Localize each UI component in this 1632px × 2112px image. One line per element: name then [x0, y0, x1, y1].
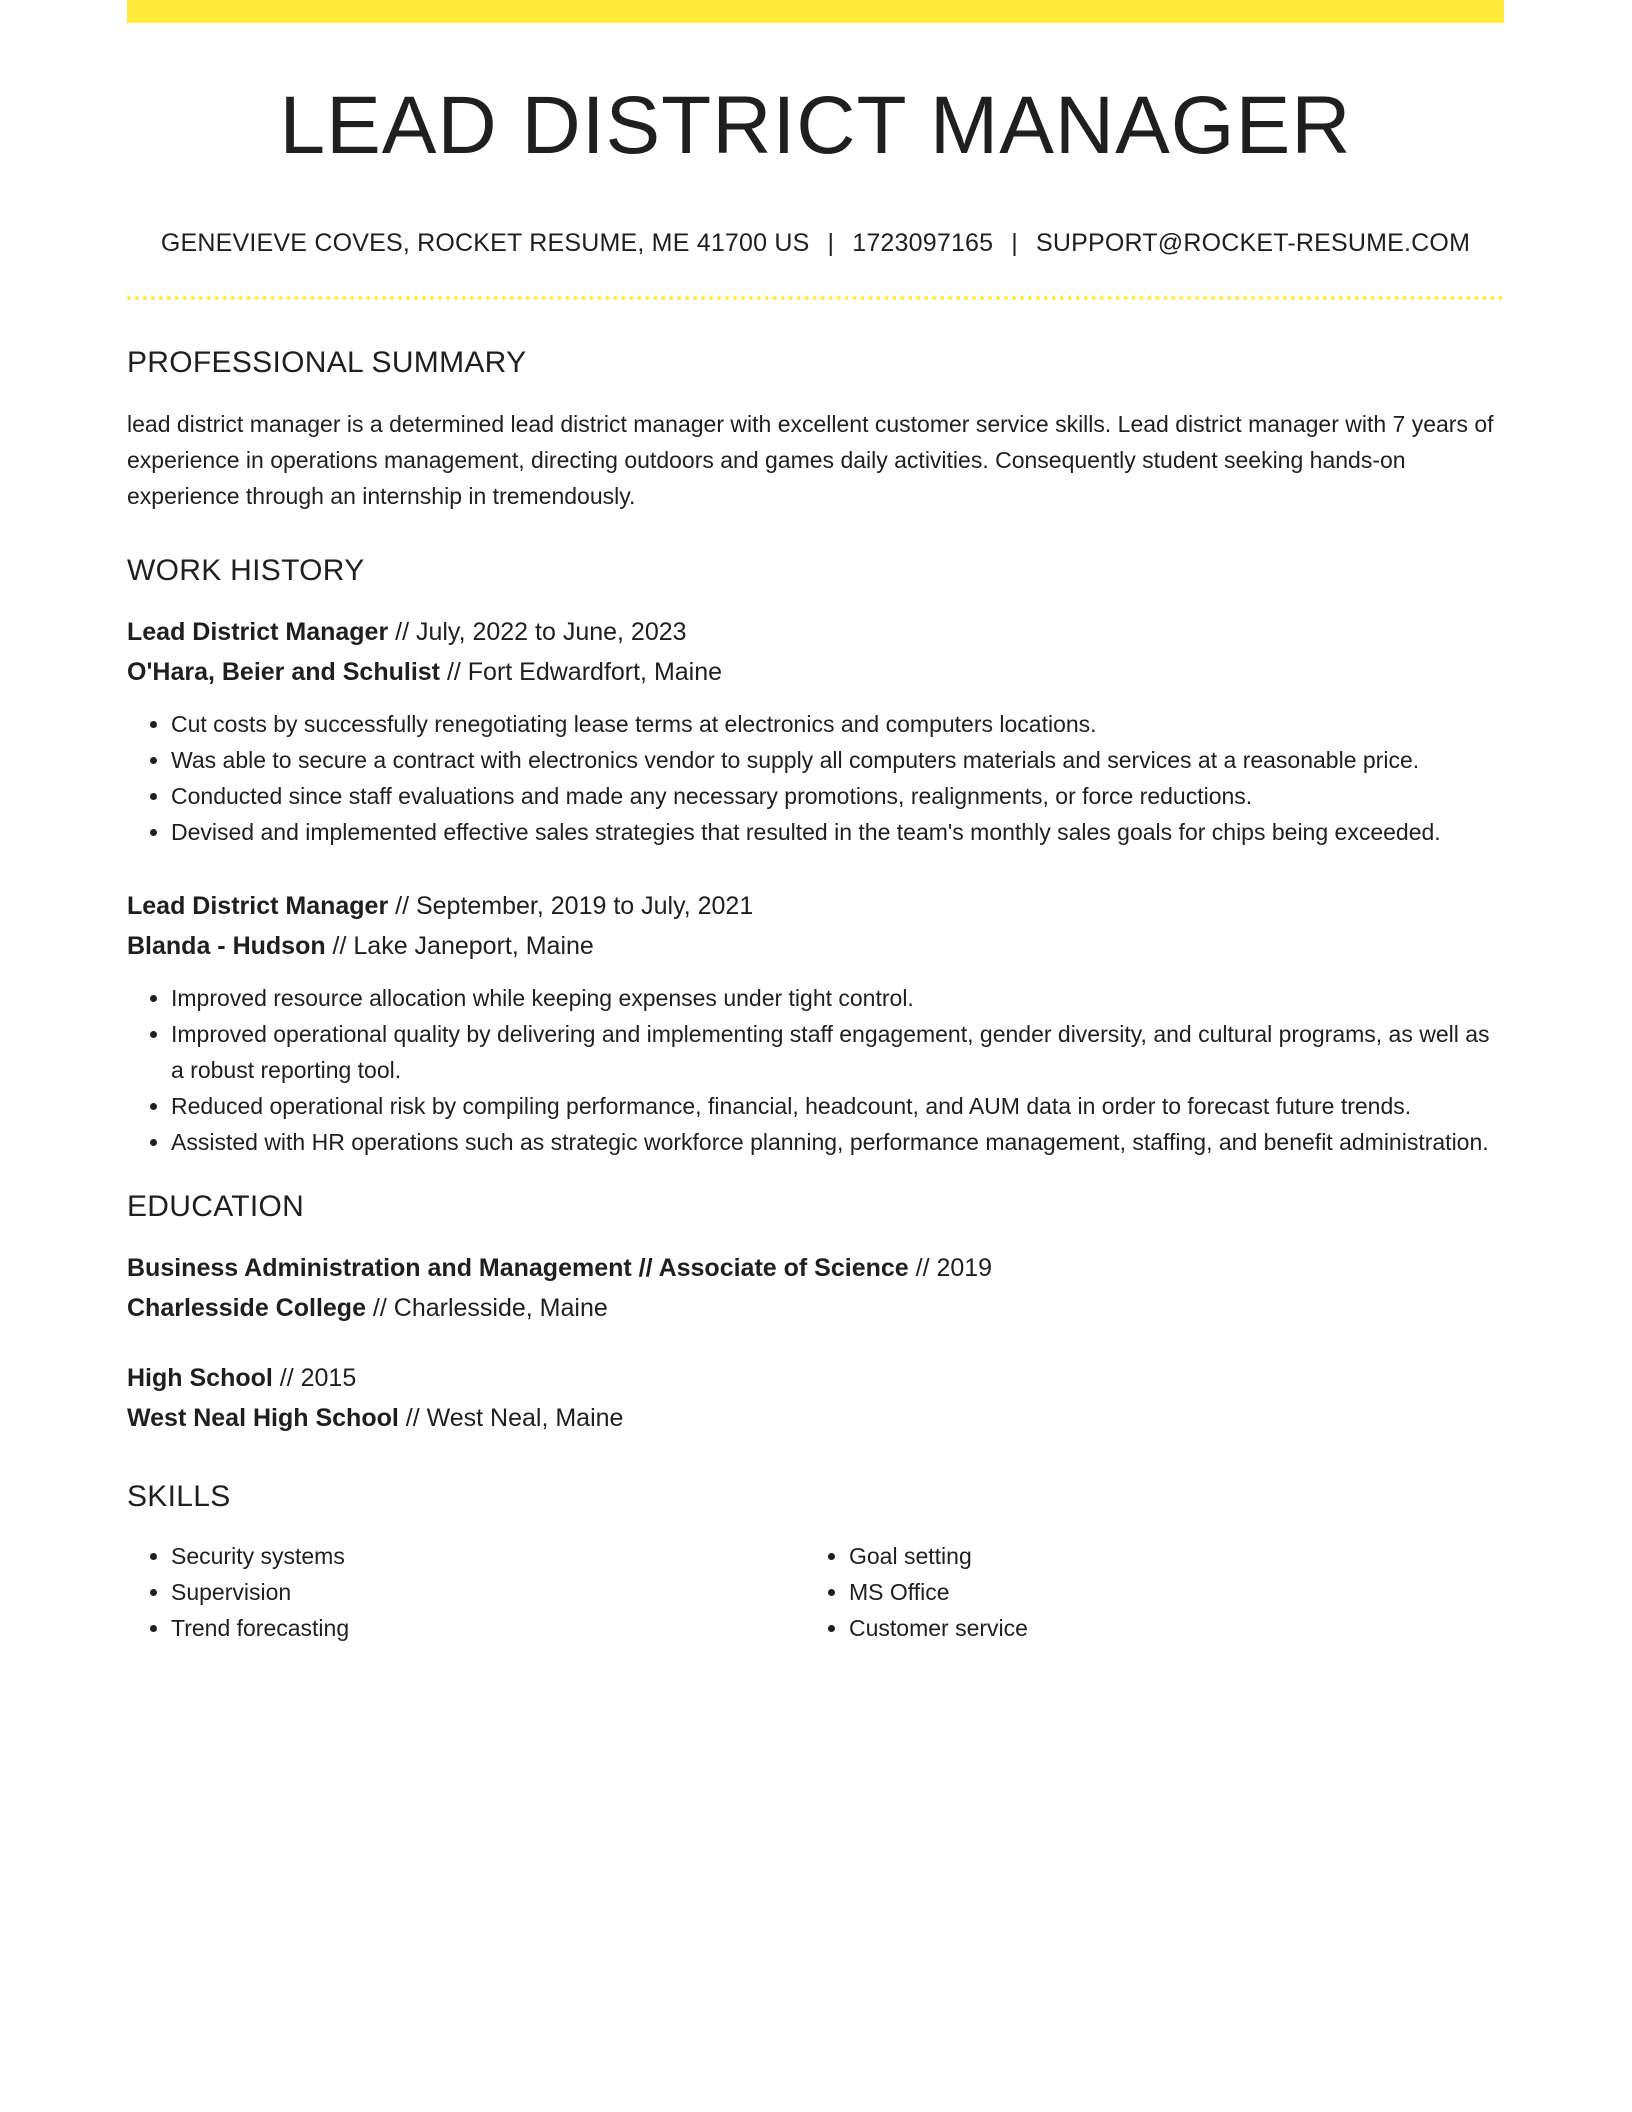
- list-item: • Improved operational quality by delivering and implementing staff engagement, gender diversity, and cultural programs, as well as a robust reporting tool.: [171, 1016, 1504, 1088]
- list-item: • Goal setting: [849, 1538, 1483, 1574]
- education-degree: High School: [127, 1364, 273, 1393]
- candidate-name: LEAD DISTRICT MANAGER: [279, 80, 1352, 171]
- list-item: • Improved resource allocation while keeping expenses under tight control.: [171, 980, 1504, 1016]
- education-year: // 2015: [272, 1364, 357, 1393]
- education-school-line: [127, 1288, 1504, 1328]
- job-location: // Lake Janeport, Maine: [325, 932, 594, 961]
- education-school: West Neal High School: [127, 1404, 399, 1433]
- job-title-line: [127, 612, 1504, 652]
- job-role: Lead District Manager: [127, 892, 389, 921]
- job-role: Lead District Manager: [127, 618, 389, 647]
- resume-page: [127, 0, 1504, 1646]
- list-item: • Security systems: [171, 1538, 805, 1574]
- skills-column-right: [805, 1538, 1483, 1646]
- skills-heading: SKILLS: [127, 1480, 231, 1514]
- education-year: // 2019: [908, 1254, 993, 1283]
- list-item: • Devised and implemented effective sales strategies that resulted in the team's monthly sales goals for chips being exceeded.: [171, 814, 1504, 850]
- list-item: • Reduced operational risk by compiling performance, financial, headcount, and AUM data in order to forecast future trends.: [171, 1088, 1504, 1124]
- list-item: • Supervision: [171, 1574, 805, 1610]
- contact-address: GENEVIEVE COVES, ROCKET RESUME, ME 41700 US: [160, 229, 810, 258]
- list-item: • MS Office: [849, 1574, 1483, 1610]
- job-entry: [127, 886, 1504, 1160]
- education-entry: [127, 1248, 1504, 1328]
- summary-text: lead district manager is a determined lead district manager with excellent customer service skills. Lead district manager with 7 years of experience in operations management, directing outdoors and games daily activities. Consequently student seeking hands-on experience through an internship in tremendously.: [127, 411, 1494, 510]
- list-item: • Cut costs by successfully renegotiating lease terms at electronics and computers locations.: [171, 706, 1504, 742]
- skills-list: [127, 1538, 1504, 1646]
- summary-heading: PROFESSIONAL SUMMARY: [127, 346, 527, 380]
- header-divider: [127, 296, 1504, 300]
- job-entry: [127, 612, 1504, 850]
- contact-separator: |: [827, 229, 835, 258]
- job-location: // Fort Edwardfort, Maine: [440, 658, 723, 687]
- education-school: Charlesside College: [127, 1294, 366, 1323]
- education-entry: [127, 1358, 1504, 1438]
- education-location: // West Neal, Maine: [398, 1404, 624, 1433]
- education-location: // Charlesside, Maine: [365, 1294, 608, 1323]
- education-heading: EDUCATION: [127, 1190, 305, 1224]
- contact-phone: 1723097165: [852, 229, 994, 258]
- job-company-line: [127, 652, 1504, 692]
- job-company-line: [127, 926, 1504, 966]
- education-degree-line: [127, 1358, 1504, 1398]
- education-degree-line: [127, 1248, 1504, 1288]
- skills-column-left: [127, 1538, 805, 1646]
- list-item: • Was able to secure a contract with electronics vendor to supply all computers materials and services at a reasonable price.: [171, 742, 1504, 778]
- job-bullets: [127, 706, 1504, 850]
- education-degree: Business Administration and Management // Associate of Science: [127, 1254, 909, 1283]
- job-bullets: [127, 980, 1504, 1160]
- list-item: • Trend forecasting: [171, 1610, 805, 1646]
- list-item: • Conducted since staff evaluations and made any necessary promotions, realignments, or force reductions.: [171, 778, 1504, 814]
- work-history-heading: WORK HISTORY: [127, 554, 365, 588]
- list-item: • Customer service: [849, 1610, 1483, 1646]
- contact-email: SUPPORT@ROCKET-RESUME.COM: [1035, 229, 1471, 258]
- job-company: O'Hara, Beier and Schulist: [127, 658, 440, 687]
- list-item: • Assisted with HR operations such as strategic workforce planning, performance management, staffing, and benefit administration.: [171, 1124, 1504, 1160]
- job-company: Blanda - Hudson: [127, 932, 326, 961]
- top-accent-bar: [127, 0, 1504, 23]
- job-title-line: [127, 886, 1504, 926]
- job-dates: // September, 2019 to July, 2021: [388, 892, 754, 921]
- education-school-line: [127, 1398, 1504, 1438]
- contact-separator: |: [1011, 229, 1018, 258]
- job-dates: // July, 2022 to June, 2023: [388, 618, 687, 647]
- contact-line: [127, 229, 1504, 258]
